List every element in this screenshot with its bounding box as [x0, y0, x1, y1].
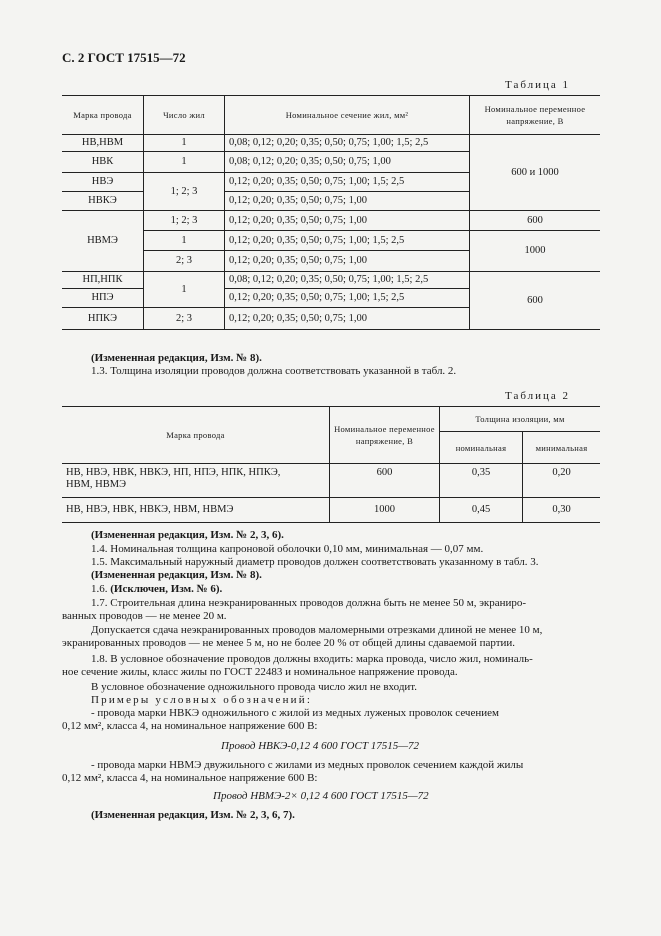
- table2-header-mark: Марка провода: [62, 407, 330, 464]
- edit-note-2: (Измененная редакция, Изм. № 2, 3, 6).: [91, 529, 284, 541]
- cell-cores: 1: [144, 272, 225, 308]
- cell-mark: НПКЭ: [62, 308, 144, 330]
- cell-cores: 1; 2; 3: [144, 211, 225, 231]
- cell-section: 0,08; 0,12; 0,20; 0,35; 0,50; 0,75; 1,00; 1,5; 2,5: [225, 272, 470, 289]
- paragraph-1-6: [91, 583, 222, 596]
- table-row: [62, 464, 600, 498]
- example-2-line1: - провода марки НВМЭ двужильного с жилами из медных проволок сечением каждой жилы: [91, 759, 524, 771]
- cell-voltage: 600: [470, 272, 601, 330]
- paragraph-1-7-line2: ванных проводов — не менее 20 м.: [62, 610, 227, 622]
- table1-caption: Таблица 1: [505, 79, 571, 91]
- examples-heading: Примеры условных обозначений:: [91, 694, 313, 706]
- example-2-formula: Провод НВМЭ-2× 0,12 4 600 ГОСТ 17515—72: [213, 790, 429, 802]
- paragraph-1-7b-line1: Допускается сдача неэкранированных проводов маломерными отрезками длиной не менее 10 м,: [91, 624, 543, 636]
- cell-cores: 1: [144, 152, 225, 173]
- cell-section: 0,08; 0,12; 0,20; 0,35; 0,50; 0,75; 1,00; 1,5; 2,5: [225, 135, 470, 152]
- table1: [62, 95, 600, 330]
- cell-section: 0,12; 0,20; 0,35; 0,50; 0,75; 1,00; 1,5; 2,5: [225, 231, 470, 251]
- cell-nominal: 0,35: [440, 464, 523, 498]
- example-2-line2: 0,12 мм², класса 4, на номинальное напряжение 600 В:: [62, 772, 318, 784]
- cell-mark-line: НВМ, НВМЭ: [66, 479, 127, 490]
- cell-mark: НВЭ: [62, 173, 144, 192]
- table1-header-section: Номинальное сечение жил, мм²: [225, 96, 470, 135]
- table-row: [62, 135, 600, 152]
- cell-cores: 2; 3: [144, 308, 225, 330]
- excluded-note: (Исключен, Изм. № 6).: [110, 583, 223, 595]
- cell-voltage: 600: [470, 211, 601, 231]
- cell-minimal: 0,20: [523, 464, 601, 498]
- example-1-formula: Провод НВКЭ-0,12 4 600 ГОСТ 17515—72: [221, 740, 419, 752]
- cell-section: 0,08; 0,12; 0,20; 0,35; 0,50; 0,75; 1,00: [225, 152, 470, 173]
- table2-header-voltage: Номинальное переменное напряжение, В: [330, 407, 440, 464]
- cell-cores: 1; 2; 3: [144, 173, 225, 211]
- page-header: С. 2 ГОСТ 17515—72: [62, 50, 186, 65]
- cell-mark: НВ, НВЭ, НВК, НВКЭ, НВМ, НВМЭ: [62, 498, 330, 523]
- cell-cores: 1: [144, 135, 225, 152]
- cell-voltage: 1000: [330, 498, 440, 523]
- edit-note-4: (Измененная редакция, Изм. № 2, 3, 6, 7).: [91, 809, 295, 821]
- table1-header-voltage: Номинальное переменное напряжение, В: [470, 96, 601, 135]
- table-row: [62, 211, 600, 231]
- cell-voltage: 600: [330, 464, 440, 498]
- cell-section: 0,12; 0,20; 0,35; 0,50; 0,75; 1,00: [225, 192, 470, 211]
- cell-mark: НП,НПК: [62, 272, 144, 289]
- cell-nominal: 0,45: [440, 498, 523, 523]
- cell-section: 0,12; 0,20; 0,35; 0,50; 0,75; 1,00: [225, 308, 470, 330]
- cell-mark: НВМЭ: [62, 211, 144, 272]
- paragraph-1-3: 1.3. Толщина изоляции проводов должна соответствовать указанной в табл. 2.: [91, 365, 457, 377]
- paragraph-1-8-line1: 1.8. В условное обозначение проводов должны входить: марка провода, число жил, номиналь-: [91, 653, 533, 665]
- table-row: [62, 498, 600, 523]
- cell-mark: НВК: [62, 152, 144, 173]
- cell-cores: 1: [144, 231, 225, 251]
- cell-section: 0,12; 0,20; 0,35; 0,50; 0,75; 1,00; 1,5; 2,5: [225, 289, 470, 308]
- table-row: [62, 272, 600, 289]
- table2-caption: Таблица 2: [505, 390, 571, 402]
- cell-section: 0,12; 0,20; 0,35; 0,50; 0,75; 1,00: [225, 251, 470, 272]
- table-row: [62, 231, 600, 251]
- cell-cores: 2; 3: [144, 251, 225, 272]
- cell-voltage: 1000: [470, 231, 601, 272]
- table2: [62, 406, 600, 523]
- cell-mark: НВ,НВМ: [62, 135, 144, 152]
- paragraph-1-5: 1.5. Максимальный наружный диаметр проводов должен соответствовать указанному в табл. 3.: [91, 556, 539, 568]
- paragraph-1-8-line2: ное сечение жилы, класс жилы по ГОСТ 22483 и номинальное напряжение провода.: [62, 666, 458, 678]
- paragraph-1-4: 1.4. Номинальная толщина капроновой оболочки 0,10 мм, минимальная — 0,07 мм.: [91, 543, 484, 555]
- cell-voltage: 600 и 1000: [470, 135, 601, 211]
- cell-mark: НПЭ: [62, 289, 144, 308]
- paragraph-number: 1.6.: [91, 583, 108, 595]
- edit-note-1: (Измененная редакция, Изм. № 8).: [91, 352, 262, 364]
- cell-section: 0,12; 0,20; 0,35; 0,50; 0,75; 1,00: [225, 211, 470, 231]
- paragraph-1-8b: В условное обозначение одножильного провода число жил не входит.: [91, 681, 418, 693]
- cell-mark: [62, 464, 330, 498]
- table2-header-thickness: Толщина изоляции, мм: [440, 407, 601, 432]
- table2-header-minimal: минимальная: [523, 432, 601, 464]
- edit-note-3: (Измененная редакция, Изм. № 8).: [91, 569, 262, 581]
- table2-header-nominal: номинальная: [440, 432, 523, 464]
- cell-mark-line: НВ, НВЭ, НВК, НВКЭ, НП, НПЭ, НПК, НПКЭ,: [66, 467, 281, 478]
- paragraph-1-7-line1: 1.7. Строительная длина неэкранированных проводов должна быть не менее 50 м, экраниро-: [91, 597, 527, 609]
- example-1-line1: - провода марки НВКЭ одножильного с жилой из медных луженых проволок сечением: [91, 707, 499, 719]
- paragraph-1-7b-line2: экранированных проводов — не менее 5 м, но не более 20 % от общей длины сдаваемой партии.: [62, 637, 516, 649]
- table1-header-mark: Марка провода: [62, 96, 144, 135]
- example-1-line2: 0,12 мм², класса 4, на номинальное напряжение 600 В:: [62, 720, 318, 732]
- table1-header-cores: Число жил: [144, 96, 225, 135]
- cell-section: 0,12; 0,20; 0,35; 0,50; 0,75; 1,00; 1,5; 2,5: [225, 173, 470, 192]
- cell-minimal: 0,30: [523, 498, 601, 523]
- cell-mark: НВКЭ: [62, 192, 144, 211]
